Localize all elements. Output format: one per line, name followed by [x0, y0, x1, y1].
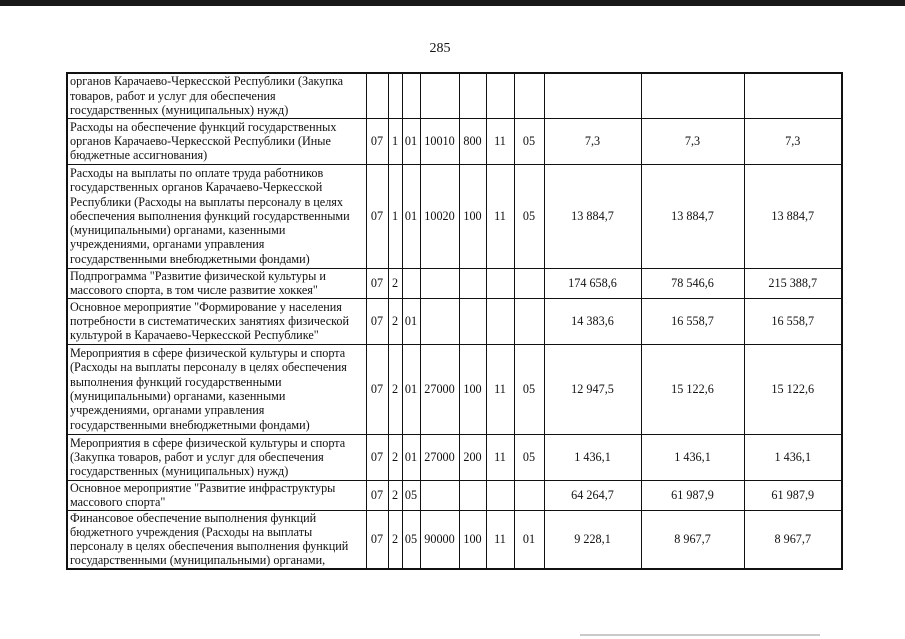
target-article-code [420, 268, 459, 298]
section-code: 07 [366, 480, 388, 510]
row-description: Основное мероприятие "Развитие инфраструктуры массового спорта" [67, 480, 366, 510]
program-code [388, 73, 402, 118]
subprogram-code: 01 [402, 298, 420, 344]
row-description: Мероприятия в сфере физической культуры и спорта (Закупка товаров, работ и услуг для обеспечения государственных (муниципальных) нужд) [67, 434, 366, 480]
row-description: Основное мероприятие "Формирование у населения потребности в систематических занятиях физической культурой в Карачаево-Черкесской Республике" [67, 298, 366, 344]
amount-year-3: 16 558,7 [744, 298, 842, 344]
program-code: 2 [388, 434, 402, 480]
amount-year-1: 12 947,5 [544, 344, 641, 434]
table-row [67, 118, 842, 164]
subprogram-code [402, 268, 420, 298]
target-article-code: 27000 [420, 434, 459, 480]
amount-year-2: 61 987,9 [641, 480, 744, 510]
amount-year-3: 61 987,9 [744, 480, 842, 510]
amount-year-3: 15 122,6 [744, 344, 842, 434]
subdivision-code [514, 268, 544, 298]
target-article-code: 27000 [420, 344, 459, 434]
subprogram-code: 05 [402, 510, 420, 569]
amount-year-3: 1 436,1 [744, 434, 842, 480]
expense-type-code: 200 [459, 434, 486, 480]
row-description: Финансовое обеспечение выполнения функций бюджетного учреждения (Расходы на выплаты персоналу в целях обеспечения выполнения функций государственными (муниципальными) органами, [67, 510, 366, 569]
section-code: 07 [366, 344, 388, 434]
amount-year-1: 7,3 [544, 118, 641, 164]
program-code: 1 [388, 164, 402, 268]
table-row [67, 510, 842, 569]
amount-year-2: 13 884,7 [641, 164, 744, 268]
division-code: 11 [486, 164, 514, 268]
amount-year-1: 174 658,6 [544, 268, 641, 298]
table-row [67, 298, 842, 344]
section-code: 07 [366, 434, 388, 480]
table-row [67, 480, 842, 510]
subprogram-code: 01 [402, 118, 420, 164]
table-row [67, 434, 842, 480]
program-code: 2 [388, 510, 402, 569]
section-code: 07 [366, 164, 388, 268]
division-code: 11 [486, 434, 514, 480]
target-article-code: 90000 [420, 510, 459, 569]
division-code [486, 268, 514, 298]
subprogram-code: 01 [402, 164, 420, 268]
subprogram-code: 01 [402, 344, 420, 434]
amount-year-1: 9 228,1 [544, 510, 641, 569]
expense-type-code [459, 268, 486, 298]
subprogram-code [402, 73, 420, 118]
budget-table [66, 72, 843, 570]
subdivision-code: 05 [514, 118, 544, 164]
expense-type-code [459, 73, 486, 118]
amount-year-2 [641, 73, 744, 118]
subdivision-code [514, 480, 544, 510]
amount-year-3 [744, 73, 842, 118]
target-article-code [420, 73, 459, 118]
amount-year-2: 16 558,7 [641, 298, 744, 344]
amount-year-3: 8 967,7 [744, 510, 842, 569]
subprogram-code: 01 [402, 434, 420, 480]
target-article-code [420, 298, 459, 344]
program-code: 2 [388, 298, 402, 344]
subdivision-code: 05 [514, 164, 544, 268]
target-article-code: 10010 [420, 118, 459, 164]
expense-type-code: 100 [459, 510, 486, 569]
expense-type-code [459, 480, 486, 510]
program-code: 2 [388, 268, 402, 298]
amount-year-3: 7,3 [744, 118, 842, 164]
section-code [366, 73, 388, 118]
amount-year-1: 14 383,6 [544, 298, 641, 344]
amount-year-1 [544, 73, 641, 118]
program-code: 2 [388, 480, 402, 510]
scan-top-edge [0, 0, 905, 6]
expense-type-code: 100 [459, 344, 486, 434]
subprogram-code: 05 [402, 480, 420, 510]
division-code: 11 [486, 118, 514, 164]
amount-year-2: 8 967,7 [641, 510, 744, 569]
amount-year-2: 78 546,6 [641, 268, 744, 298]
row-description: Подпрограмма "Развитие физической культуры и массового спорта, в том числе развитие хоккея" [67, 268, 366, 298]
amount-year-1: 1 436,1 [544, 434, 641, 480]
amount-year-2: 15 122,6 [641, 344, 744, 434]
subdivision-code: 05 [514, 434, 544, 480]
section-code: 07 [366, 298, 388, 344]
section-code: 07 [366, 510, 388, 569]
row-description: Расходы на обеспечение функций государственных органов Карачаево-Черкесской Республики (Иные бюджетные ассигнования) [67, 118, 366, 164]
program-code: 1 [388, 118, 402, 164]
amount-year-3: 13 884,7 [744, 164, 842, 268]
division-code: 11 [486, 344, 514, 434]
expense-type-code: 100 [459, 164, 486, 268]
subdivision-code [514, 298, 544, 344]
amount-year-1: 64 264,7 [544, 480, 641, 510]
amount-year-1: 13 884,7 [544, 164, 641, 268]
subdivision-code: 05 [514, 344, 544, 434]
amount-year-2: 1 436,1 [641, 434, 744, 480]
row-description: органов Карачаево-Черкесской Республики (Закупка товаров, работ и услуг для обеспечения государственных (муниципальных) нужд) [67, 73, 366, 118]
page-number: 285 [429, 41, 451, 56]
expense-type-code: 800 [459, 118, 486, 164]
subdivision-code [514, 73, 544, 118]
amount-year-2: 7,3 [641, 118, 744, 164]
division-code [486, 298, 514, 344]
division-code: 11 [486, 510, 514, 569]
table-row [67, 73, 842, 118]
table-row [67, 164, 842, 268]
target-article-code [420, 480, 459, 510]
row-description: Мероприятия в сфере физической культуры и спорта (Расходы на выплаты персоналу в целях обеспечения выполнения функций государственными (муниципальными) органами, казенными учреждениями, органами управления государственными внебюджетными фондами) [67, 344, 366, 434]
expense-type-code [459, 298, 486, 344]
division-code [486, 73, 514, 118]
target-article-code: 10020 [420, 164, 459, 268]
division-code [486, 480, 514, 510]
section-code: 07 [366, 268, 388, 298]
scan-bottom-mark [580, 634, 820, 636]
table-row [67, 268, 842, 298]
program-code: 2 [388, 344, 402, 434]
subdivision-code: 01 [514, 510, 544, 569]
table-row [67, 344, 842, 434]
amount-year-3: 215 388,7 [744, 268, 842, 298]
section-code: 07 [366, 118, 388, 164]
row-description: Расходы на выплаты по оплате труда работников государственных органов Карачаево-Черкесской Республики (Расходы на выплаты персоналу в целях обеспечения выполнения функций государственными (муниципальными) органами, казенными учреждениями, органами управления государственными внебюджетными фондами) [67, 164, 366, 268]
